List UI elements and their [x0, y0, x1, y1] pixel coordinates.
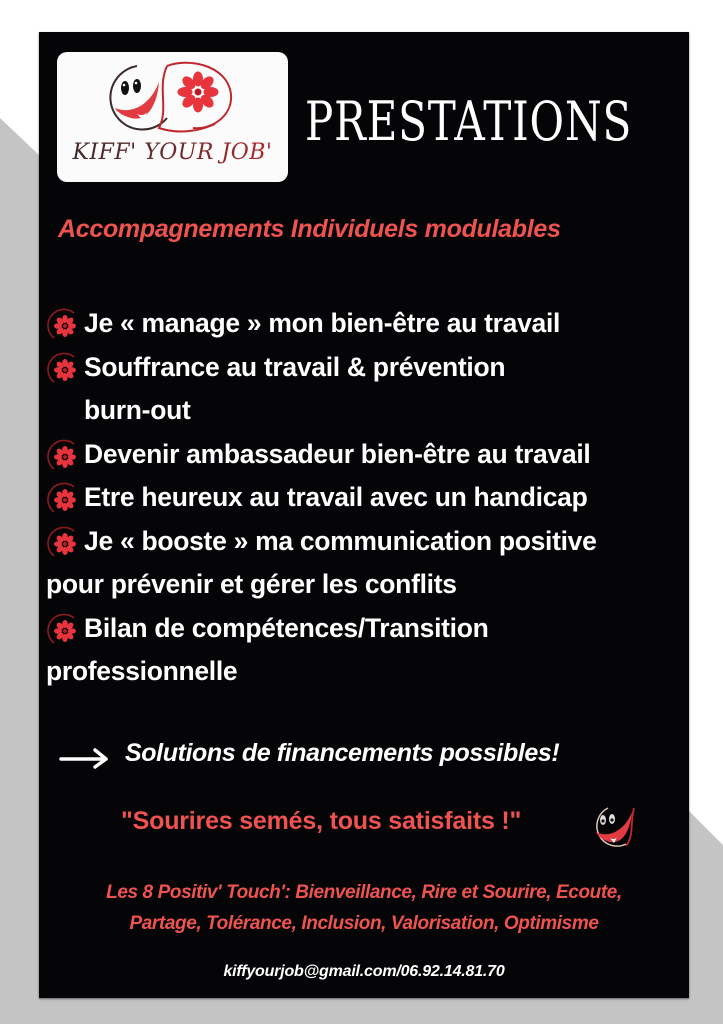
logo	[57, 52, 288, 182]
financing-text: Solutions de financements possibles!	[125, 739, 560, 767]
list-item	[46, 607, 686, 694]
service-label: Bilan de compétences/Transition	[84, 612, 489, 643]
slogan: "Sourires semés, tous satisfaits !"	[121, 807, 522, 835]
service-label-continued: professionnelle	[46, 656, 238, 686]
values-statement	[39, 877, 689, 939]
list-item	[46, 346, 686, 433]
flower-bullet-icon	[46, 613, 82, 649]
flyer-card	[39, 32, 689, 998]
flower-bullet-icon	[46, 482, 82, 518]
service-label-continued: pour prévenir et gérer les conflits	[46, 569, 457, 599]
logo-text: KIFF' YOUR JOB'	[57, 140, 288, 165]
flower-bullet-icon	[46, 526, 82, 562]
values-line-2: Partage, Tolérance, Inclusion, Valorisation, Optimisme	[129, 913, 599, 934]
flower-bullet-icon	[46, 308, 82, 344]
arrow-right-icon	[59, 747, 111, 769]
service-label: Je « manage » mon bien-être au travail	[84, 308, 561, 338]
subtitle: Accompagnements Individuels modulables	[58, 215, 561, 243]
service-label: Je « booste » ma communication positive	[84, 525, 597, 556]
flower-bullet-icon	[46, 352, 82, 388]
list-item	[46, 433, 686, 477]
contact-info[interactable]: kiffyourjob@gmail.com/06.92.14.81.70	[223, 963, 505, 980]
list-item	[46, 520, 686, 607]
service-label: Etre heureux au travail avec un handicap	[84, 482, 588, 512]
flower-bullet-icon	[46, 439, 82, 475]
page-title: PRESTATIONS	[305, 90, 633, 153]
list-item	[46, 476, 686, 520]
services-list	[46, 302, 686, 694]
values-line-1: Les 8 Positiv' Touch': Bienveillance, Rire et Sourire, Ecoute,	[106, 882, 622, 903]
service-label: Souffrance au travail & prévention	[84, 351, 506, 382]
list-item	[46, 302, 686, 346]
service-label-continued: burn-out	[84, 395, 191, 425]
financing-note	[59, 737, 679, 777]
smiley-flower-logo-icon	[97, 58, 247, 136]
service-label: Devenir ambassadeur bien-être au travail	[84, 438, 591, 469]
background-gray-bottom	[0, 998, 723, 1024]
smiley-icon	[586, 802, 642, 852]
